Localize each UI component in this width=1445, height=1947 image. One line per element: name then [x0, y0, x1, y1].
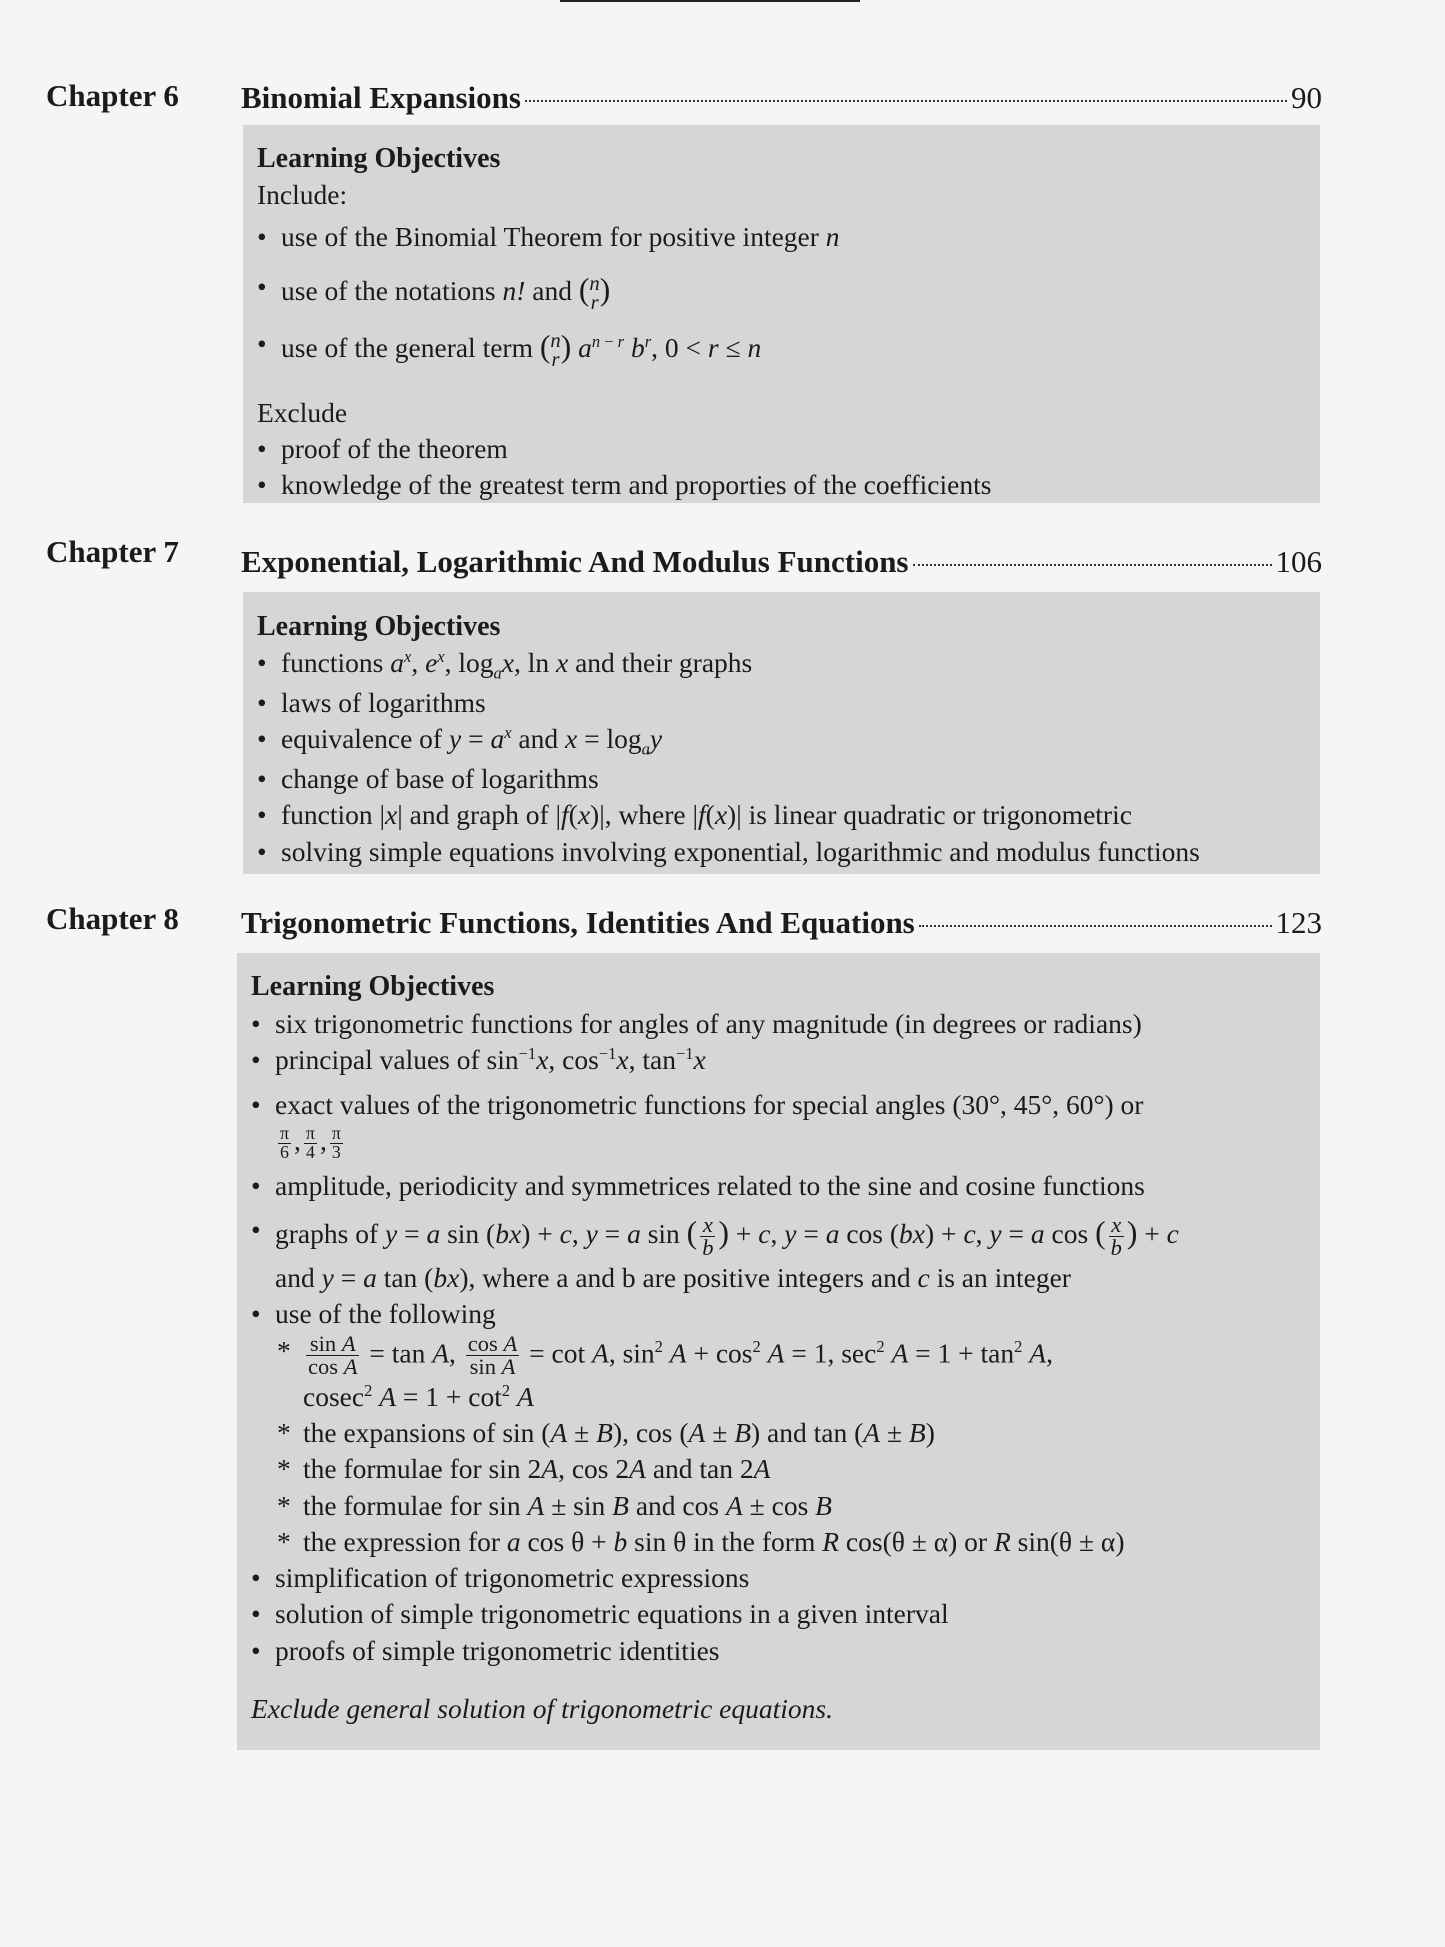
- list-item: • function |x| and graph of |f(x)|, where |f(x)| is linear quadratic or trigonometric: [257, 797, 1306, 834]
- list-item: • knowledge of the greatest term and proporties of the coefficients: [257, 467, 1306, 503]
- leader-dots: [919, 925, 1272, 927]
- sub-list-item: * the expression for a cos θ + b sin θ in the form R cos(θ ± α) or R sin(θ ± α): [277, 1524, 1306, 1560]
- list-item: • proofs of simple trigonometric identities: [251, 1633, 1306, 1669]
- chapter-title: Trigonometric Functions, Identities And Equations: [241, 905, 915, 940]
- list-item: • use of the following: [251, 1296, 1306, 1332]
- list-item: • exact values of the trigonometric functions for special angles (30°, 45°, 60°) or $\frac{\pi}{6}$ , $\frac{\pi}{4}$ , $\frac{\pi}{3}$: [251, 1087, 1306, 1162]
- sub-list-item: * $\frac{\text{sin A}}{\text{cos A}}$ = tan A, $\frac{\text{cos A}}{\text{sin A}}$ = cot A, $\sin^2 A + \cos^2 A = 1$, $\sec^2 A = 1 + \tan^2 A$, cosec$^2$ $A = 1 + \cot^2 A$: [277, 1333, 1306, 1415]
- chapter-label: Chapter 7: [46, 534, 179, 569]
- list-item: • laws of logarithms: [257, 685, 1306, 722]
- objectives-box: [243, 125, 1320, 503]
- objectives-box: [243, 592, 1320, 874]
- objectives-heading: Learning Objectives: [251, 971, 495, 1002]
- leader-dots: [525, 100, 1287, 102]
- list-item: • proof of the theorem: [257, 431, 1306, 467]
- objectives-heading: Learning Objectives: [257, 611, 501, 642]
- list-item: • principal values of $\sin^{-1}x$, $\cos^{-1}x$, $\tan^{-1}x$: [251, 1042, 1306, 1078]
- sub-list-item: * the expansions of sin (A ± B), cos (A ± B) and tan (A ± B): [277, 1415, 1306, 1451]
- list-item: • change of base of logarithms: [257, 761, 1306, 798]
- leader-dots: [913, 564, 1272, 566]
- exclude-list: [257, 431, 1306, 503]
- chapter-page: 123: [1275, 905, 1322, 940]
- list-item: • functions $a^x$, $e^x$, $\log_ax$, ln x and their graphs: [257, 645, 1306, 684]
- chapter-page: 90: [1291, 80, 1322, 115]
- list-item: • six trigonometric functions for angles of any magnitude (in degrees or radians): [251, 1006, 1306, 1042]
- chapter-label: Chapter 6: [46, 78, 179, 113]
- include-label: Include:: [257, 179, 348, 211]
- list-item: • use of the Binomial Theorem for positive integer n: [257, 219, 1306, 255]
- chapter-heading-row: [241, 80, 1322, 116]
- list-item: • use of the general term ( n r ) $a^{n - r}$ $b^r$, 0 < r ≤ n: [257, 326, 1306, 369]
- chapter-title: Exponential, Logarithmic And Modulus Functions: [241, 544, 909, 579]
- exclude-note: Exclude general solution of trigonometric equations.: [251, 1693, 833, 1724]
- list-item: • simplification of trigonometric expressions: [251, 1560, 1306, 1596]
- chapter-heading-row: [241, 544, 1322, 580]
- list-item: • graphs of y = a sin (bx) + c, y = a sin ( $\frac{x}{b}$ ) + c, y = a cos (bx) + c, y = a cos ( $\frac{x}{b}$ ) + c and y = a tan (bx), where a and b are positive integers and c is an integer: [251, 1212, 1306, 1296]
- objectives-heading: Learning Objectives: [257, 143, 501, 174]
- list-item: • solving simple equations involving exponential, logarithmic and modulus functions: [257, 834, 1306, 871]
- chapter-page: 106: [1275, 544, 1322, 579]
- chapter-title: Binomial Expansions: [241, 80, 521, 115]
- list-item: • amplitude, periodicity and symmetrices related to the sine and cosine functions: [251, 1168, 1306, 1204]
- list-item: • use of the notations n! and ( n r ): [257, 269, 1306, 312]
- objectives-box: [237, 953, 1320, 1750]
- list-item: • solution of simple trigonometric equations in a given interval: [251, 1596, 1306, 1632]
- sub-list-item: * the formulae for sin A ± sin B and cos A ± cos B: [277, 1488, 1306, 1524]
- objectives-list: [251, 1006, 1306, 1669]
- include-list: [257, 219, 1306, 369]
- chapter-label: Chapter 8: [46, 901, 179, 936]
- sub-list-item: * the formulae for sin 2A, cos 2A and tan 2A: [277, 1451, 1306, 1487]
- top-rule: [560, 0, 860, 2]
- objectives-list: [257, 645, 1306, 870]
- list-item: • equivalence of $y = a^x$ and $x = \log_ay$: [257, 721, 1306, 760]
- chapter-heading-row: [241, 905, 1322, 941]
- exclude-label: Exclude: [257, 397, 348, 429]
